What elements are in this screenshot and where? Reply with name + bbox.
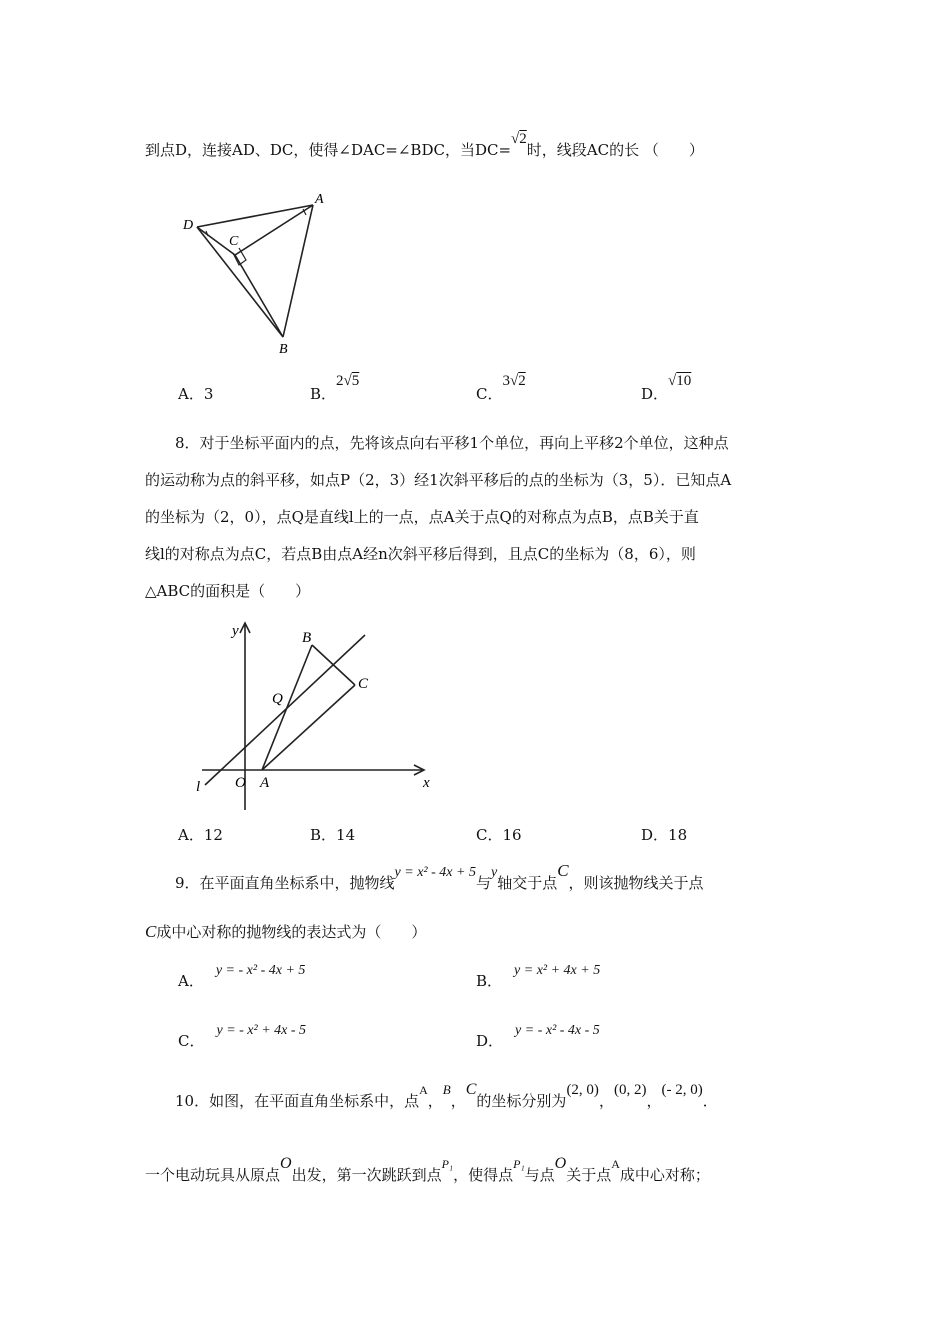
q9-option-c[interactable]: C．y = - x² + 4x - 5 bbox=[178, 1023, 307, 1050]
q8-label-O: O bbox=[235, 775, 246, 791]
q8-coordinate-figure bbox=[190, 615, 440, 815]
q8-line-5: △ABC的面积是（ ） bbox=[145, 582, 311, 600]
q8-label-l: l bbox=[196, 779, 201, 795]
q9-option-b[interactable]: B．y = x² + 4x + 5 bbox=[476, 963, 601, 990]
q8-line-1: 8．对于坐标平面内的点，先将该点向右平移1个单位，再向上平移2个单位，这种点 bbox=[175, 434, 729, 452]
q7-option-d[interactable]: D．√10 bbox=[641, 373, 692, 403]
q7-stem-line bbox=[145, 131, 704, 161]
q8-option-a[interactable]: A．12 bbox=[178, 826, 223, 844]
q7-label-B: B bbox=[279, 342, 288, 357]
q7-option-a[interactable]: A．3 bbox=[178, 385, 214, 403]
q7-label-D: D bbox=[183, 218, 194, 233]
q8-label-Q: Q bbox=[272, 691, 283, 707]
q8-label-A: A bbox=[260, 775, 270, 791]
q10-coord-C: (- 2, 0) bbox=[661, 1082, 703, 1098]
q8-label-C: C bbox=[358, 676, 369, 692]
q9-stem-line-2: C成中心对称的抛物线的表达式为（ ） bbox=[145, 922, 427, 941]
q7-label-C: C bbox=[229, 234, 239, 249]
q8-line-3: 的坐标为（2，0），点Q是直线l上的一点，点A关于点Q的对称点为点B，点B关于直 bbox=[145, 508, 699, 526]
q10-stem-line-1: 10．如图，在平面直角坐标系中，点$^A$，B，C的坐标分别为(2, 0)，(0, 2)，(- 2, 0)． bbox=[175, 1081, 718, 1110]
q9-option-a[interactable]: A．y = - x² - 4x + 5 bbox=[178, 963, 306, 990]
q8-line-4: 线l的对称点为点C，若点B由点A经n次斜平移后得到，且点C的坐标为（8，6），则 bbox=[145, 545, 696, 563]
q10-stem-line-2: 一个电动玩具从原点O出发，第一次跳跃到点$^{P_1}$，使得点$^{P_1}$与点O关于点$^A$成中心对称； bbox=[145, 1155, 710, 1184]
q7-option-b[interactable]: B．2√5 bbox=[310, 373, 360, 403]
q9-stem-line-1: 9．在平面直角坐标系中，抛物线y = x² - 4x + 5与y轴交于点C，则该抛物线关于点 bbox=[175, 861, 704, 892]
q7-label-A: A bbox=[315, 192, 324, 207]
q8-option-c[interactable]: C．16 bbox=[476, 826, 522, 844]
q9-parabola-formula: y = x² - 4x + 5 bbox=[394, 865, 476, 880]
q7-sqrt-value: √2 bbox=[511, 131, 527, 147]
q7-stem-text: 到点D，连接AD、DC，使得∠DAC=∠BDC，当DC= bbox=[145, 141, 512, 159]
q8-option-b[interactable]: B．14 bbox=[310, 826, 356, 844]
q8-option-d[interactable]: D．18 bbox=[641, 826, 688, 844]
q8-line-2: 的运动称为点的斜平移，如点P（2，3）经1次斜平移后的点的坐标为（3，5）．已知点A bbox=[145, 471, 732, 489]
q9-option-d[interactable]: D．y = - x² - 4x - 5 bbox=[476, 1023, 600, 1050]
q7-option-c[interactable]: C．3√2 bbox=[476, 373, 526, 403]
q8-label-x: x bbox=[423, 775, 430, 791]
q10-coord-A: (2, 0) bbox=[566, 1082, 599, 1098]
q8-label-B: B bbox=[302, 630, 312, 646]
q7-stem-tail: 时，线段AC的长 （ ） bbox=[526, 141, 704, 159]
q10-coord-B: (0, 2) bbox=[613, 1082, 647, 1098]
q8-label-y: y bbox=[232, 623, 239, 639]
q7-triangle-figure bbox=[175, 185, 345, 360]
